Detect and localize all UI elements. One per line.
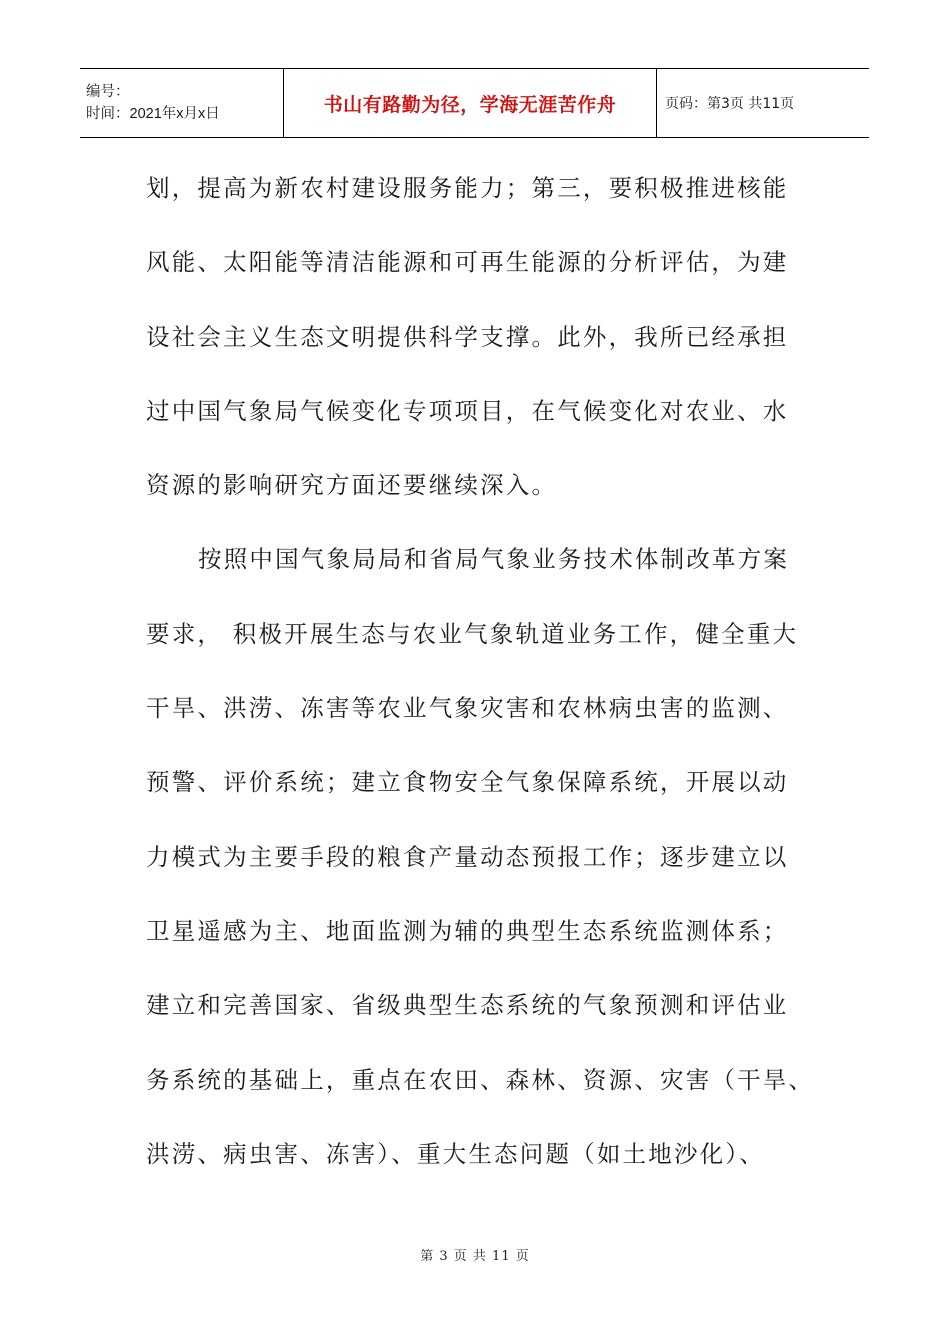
header-page-info: 页码：第3页 共11页 (665, 96, 795, 112)
body-line: 预警、评价系统；建立食物安全气象保障系统，开展以动 (146, 768, 789, 797)
body-line: 风能、太阳能等清洁能源和可再生能源的分析评估，为建 (146, 248, 789, 277)
body-line: 过中国气象局气候变化专项项目，在气候变化对农业、水 (146, 396, 789, 425)
body-line: 资源的影响研究方面还要继续深入。 (146, 471, 558, 500)
body-line: 务系统的基础上，重点在农田、森林、资源、灾害（干旱、 (146, 1065, 815, 1094)
header-motto: 书山有路勤为径，学海无涯苦作舟 (283, 69, 657, 137)
doc-number-label: 编号： (86, 84, 130, 100)
body-line: 要求， 积极开展生态与农业气象轨道业务工作，健全重大 (146, 619, 799, 648)
body-line: 洪涝、病虫害、冻害）、重大生态问题（如土地沙化）、 (146, 1139, 765, 1168)
time-label: 时间：2021年x月x日 (86, 106, 220, 122)
page-footer: 第 3 页 共 11 页 (420, 1249, 530, 1264)
body-line: 建立和完善国家、省级典型生态系统的气象预测和评估业 (146, 991, 789, 1020)
body-line: 干旱、洪涝、冻害等农业气象灾害和农林病虫害的监测、 (146, 694, 789, 723)
header-meta (80, 69, 283, 137)
body-line-paragraph-start: 按照中国气象局局和省局气象业务技术体制改革方案 (198, 545, 790, 574)
document-body (146, 158, 815, 1198)
document-header (80, 68, 869, 138)
body-line: 力模式为主要手段的粮食产量动态预报工作；逐步建立以 (146, 842, 789, 871)
body-line: 设社会主义生态文明提供科学支撑。此外，我所已经承担 (146, 322, 789, 351)
body-line: 卫星遥感为主、地面监测为辅的典型生态系统监测体系； (146, 916, 789, 945)
body-line: 划，提高为新农村建设服务能力；第三，要积极推进核能 (146, 174, 789, 202)
